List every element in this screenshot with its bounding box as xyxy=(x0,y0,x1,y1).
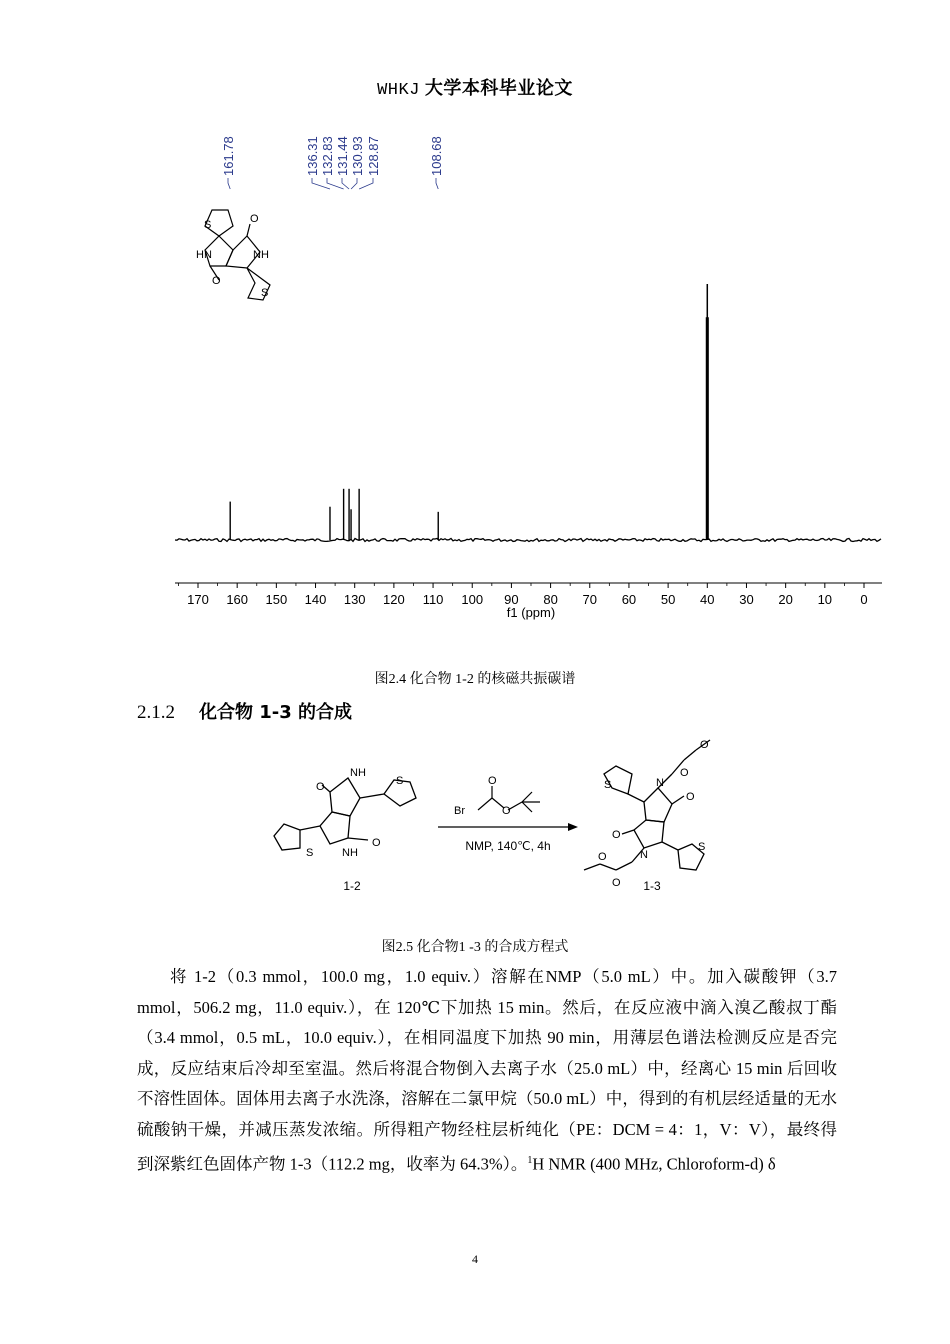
nmr-tick-label: 80 xyxy=(543,592,558,607)
section-number: 2.1.2 xyxy=(137,702,175,723)
reaction-arrow-head xyxy=(568,823,578,831)
nmr-tick-label: 90 xyxy=(504,592,519,607)
reagent-atom-o1: O xyxy=(488,775,497,787)
product-atom-o5: O xyxy=(598,851,607,863)
nmr-tick-label: 140 xyxy=(304,592,327,607)
nmr-peak-label: 131.44 xyxy=(335,136,350,176)
nmr-tick-label: 40 xyxy=(700,592,715,607)
atom-hn-left: HN xyxy=(196,249,212,261)
reactant-atom-nh1: NH xyxy=(350,767,366,779)
product-atom-o3: O xyxy=(686,791,695,803)
body-paragraph-block xyxy=(137,962,837,1180)
nmr-ticks xyxy=(178,583,867,607)
header-cjk: 大学本科毕业论文 xyxy=(424,78,573,99)
nmr-peak-label: 130.93 xyxy=(350,136,365,176)
nmr-tick-label: 160 xyxy=(226,592,249,607)
product-atom-o1: O xyxy=(700,739,709,751)
reaction-conditions: NMP, 140℃, 4h xyxy=(465,839,551,853)
nmr-tail-text: H NMR (400 MHz, Chloroform-d) δ xyxy=(532,1154,776,1174)
product-atom-n1: N xyxy=(656,777,664,789)
nmr-tick-label: 50 xyxy=(660,592,676,607)
nmr-baseline xyxy=(175,539,881,542)
atom-nh-right: NH xyxy=(253,249,269,261)
reactant-atom-s2: S xyxy=(306,847,314,859)
nmr-label-connector xyxy=(351,178,357,189)
nmr-peak-label: 108.68 xyxy=(429,136,444,176)
reaction-scheme xyxy=(260,730,740,930)
nmr-tick-label: 70 xyxy=(582,592,597,607)
nmr-peak-label: 132.83 xyxy=(320,136,335,176)
nmr-peak-labels xyxy=(221,136,444,176)
product-atom-o4: O xyxy=(612,829,621,841)
header-latin: WHKJ xyxy=(377,81,420,100)
product-atom-o6: O xyxy=(612,877,621,889)
nmr-peaks xyxy=(230,284,708,540)
nmr-label-connector xyxy=(327,178,344,189)
nmr-superscript: 1 xyxy=(527,1154,533,1166)
nmr-tick-label: 130 xyxy=(343,592,366,607)
figure-caption-2-4: 图2.4 化合物 1-2 的核磁共振碳谱 xyxy=(374,672,576,687)
nmr-tick-label: 20 xyxy=(778,592,793,607)
page-number: 4 xyxy=(472,1252,478,1266)
nmr-label-connector xyxy=(436,178,438,189)
product-atom-s2: S xyxy=(698,841,706,853)
nmr-peak-label: 161.78 xyxy=(221,136,236,176)
nmr-tick-label: 0 xyxy=(860,592,868,607)
nmr-label-connector xyxy=(359,178,373,189)
product-atom-n2: N xyxy=(640,849,648,861)
figure-caption-2-5: 图2.5 化合物1 -3 的合成方程式 xyxy=(381,940,569,955)
reactant-structure xyxy=(274,778,416,850)
atom-s-top: S xyxy=(204,219,212,231)
atom-s-bottom: S xyxy=(261,287,269,299)
product-atom-s1: S xyxy=(604,779,612,791)
reagent-atom-o2: O xyxy=(502,805,511,817)
nmr-label-connectors xyxy=(228,178,438,189)
nmr-tick-label: 120 xyxy=(383,592,405,607)
nmr-tick-label: 110 xyxy=(422,592,444,607)
section-heading xyxy=(137,698,352,724)
nmr-spectrum-chart xyxy=(0,0,950,650)
atom-o-bottom: O xyxy=(212,275,221,287)
nmr-peak-label: 128.87 xyxy=(366,136,381,176)
nmr-tick-label: 100 xyxy=(461,592,484,607)
body-paragraph-text: 将 1-2（0.3 mmol，100.0 mg，1.0 equiv.）溶解在NMP（5.0 mL）中。加入碳酸钾（3.7 mmol，506.2 mg，11.0 equiv.），在 120℃下加热 15 min。然后，在反应液中滴入溴乙酸叔丁酯（3.4 mmol，0.5 mL，10.0 equiv.），在相同温度下加热 90 min，用薄层色谱法检测反应是否完成，反应结束后冷却至室温。然后将混合物倒入去离子水（25.0 mL）中，经离心 15 min 后回收不溶性固体。固体用去离子水洗涤，溶解在二氯甲烷（50.0 mL）中，得到的有机层经适量的无水硫酸钠干燥，并减压蒸发浓缩。所得粗产物经柱层析纯化（PE：DCM = 4：1，V：V），最终得到深紫红色固体产物 1-3（112.2 mg，收率为 64.3%）。 xyxy=(137,967,837,1174)
reactant-atom-nh2: NH xyxy=(342,847,358,859)
nmr-tick-label: 150 xyxy=(265,592,288,607)
nmr-tick-label: 60 xyxy=(621,592,637,607)
nmr-tick-label: 30 xyxy=(739,592,754,607)
nmr-x-axis-label: f1 (ppm) xyxy=(506,605,556,620)
product-atom-o2: O xyxy=(680,767,689,779)
reactant-atom-s1: S xyxy=(396,775,404,787)
nmr-tick-label: 10 xyxy=(817,592,833,607)
atom-o-top: O xyxy=(250,213,259,225)
reagent-atom-br: Br xyxy=(454,805,465,817)
nmr-label-connector xyxy=(342,178,349,189)
reactant-label: 1-2 xyxy=(343,879,361,893)
product-label: 1-3 xyxy=(643,879,661,893)
nmr-peak-label: 136.31 xyxy=(305,136,320,176)
nmr-label-connector xyxy=(228,178,230,189)
nmr-tick-label: 170 xyxy=(187,592,209,607)
reactant-atom-o1: O xyxy=(316,781,325,793)
reactant-atom-o2: O xyxy=(372,837,381,849)
body-paragraph xyxy=(137,962,837,1180)
section-title: 化合物 1-3 的合成 xyxy=(199,702,353,723)
